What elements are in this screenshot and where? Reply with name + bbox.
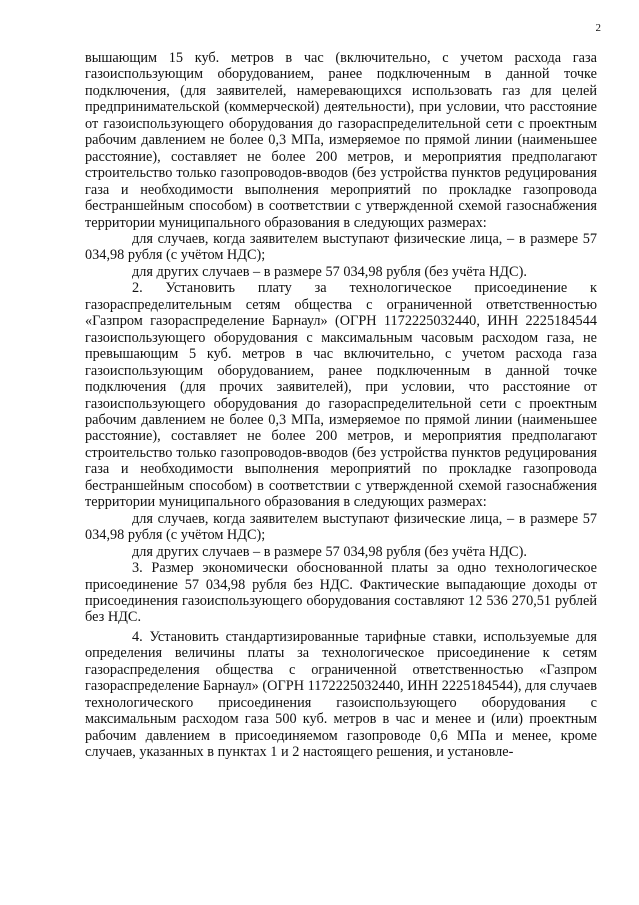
document-body: [85, 50, 597, 760]
paragraph-other-fee-2: для других случаев – в размере 57 034,98 рубля (без учёта НДС).: [132, 543, 527, 560]
paragraph-item-2: 2. Установить плату за технологическое присоединение к газораспределительным сетям общества с ограниченной ответственностью «Газпром газораспределение Барнаул» (ОГРН 1172225032440, ИНН 2225184544 газоиспользующего оборудования с максимальным часовым расходом газа, не превышающим 5 куб. метров в час включительно, с учетом расхода газа газоиспользующим оборудованием, ранее подключенным в данной точке подключения (для прочих заявителей), при условии, что расстояние от газоиспользующего оборудования до газораспределительной сети с проектным рабочим давлением не более 0,3 МПа, измеряемое по прямой линии (наименьшее расстояние), составляет не более 200 метров, и мероприятия предполагают строительство только газопроводов-вводов (без устройства пунктов редуцирования газа и необходимости выполнения мероприятий по прокладке газопровода бестраншейным способом) в соответствии с утвержденной схемой газоснабжения территории муниципального образования в следующих размерах:: [85, 280, 597, 511]
paragraph-continuation: вышающим 15 куб. метров в час (включительно, с учетом расхода газа газоиспользующим оборудованием, ранее подключенным в данной точке подключения, (для заявителей, намеревающихся использовать газ для целей предпринимательской (коммерческой) деятельности), при условии, что расстояние от газоиспользующего оборудования до газораспределительной сети с проектным рабочим давлением не более 0,3 МПа, измеряемое по прямой линии (наименьшее расстояние), составляет не более 200 метров, и мероприятия предполагают строительство только газопроводов-вводов (без устройства пунктов редуцирования газа и необходимости выполнения мероприятий по прокладке газопровода бестраншейным способом) в соответствии с утвержденной схемой газоснабжения территории муниципального образования в следующих размерах:: [85, 50, 597, 231]
paragraph-item-4: 4. Установить стандартизированные тарифные ставки, используемые для определения величины платы за технологическое присоединение к сетям газораспределения общества с ограниченной ответственностью «Газпром газораспределение Барнаул» (ОГРН 1172225032440, ИНН 2225184544), для случаев технологического присоединения газоиспользующего оборудования с максимальным расходом газа 500 куб. метров в час и менее и (или) проектным рабочим давлением в присоединяемом газопроводе 0,6 МПа и менее, кроме случаев, указанных в пунктах 1 и 2 настоящего решения, и установле-: [85, 628, 597, 761]
paragraph-other-fee: для других случаев – в размере 57 034,98 рубля (без учёта НДС).: [132, 263, 527, 280]
paragraph-item-3: 3. Размер экономически обоснованной платы за одно технологическое присоединение 57 034,98 рубля без НДС. Фактические выпадающие доходы от присоединения газоиспользующего оборудования составляют 12 536 270,51 рублей без НДС.: [85, 560, 597, 626]
paragraph-individuals-fee: для случаев, когда заявителем выступают физические лица, – в размере 57 034,98 рубля (с учётом НДС);: [85, 230, 597, 264]
paragraph-individuals-fee-2: для случаев, когда заявителем выступают физические лица, – в размере 57 034,98 рубля (с учётом НДС);: [85, 510, 597, 544]
page-number: 2: [595, 22, 601, 34]
